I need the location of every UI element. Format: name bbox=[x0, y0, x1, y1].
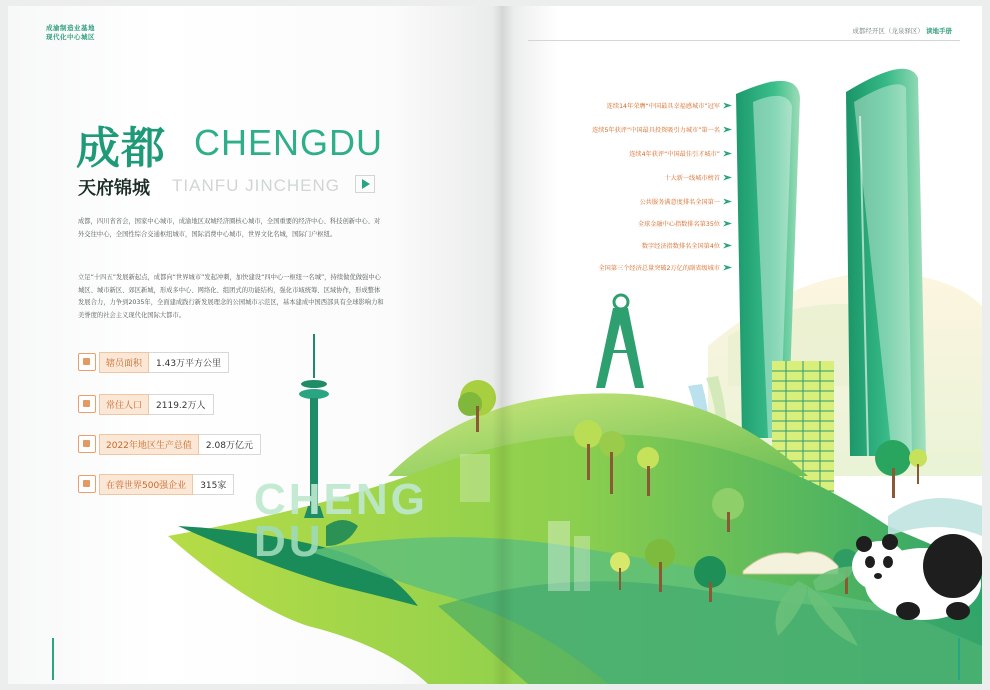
header-rule bbox=[528, 40, 960, 41]
chengdu-watermark-line2: DU bbox=[254, 517, 324, 566]
right-header-prefix: 成都经开区（龙泉驿区） bbox=[852, 27, 924, 35]
right-page-marker bbox=[954, 638, 964, 680]
honor-item bbox=[664, 173, 732, 182]
stat-label: 辖员面积 bbox=[99, 352, 149, 373]
left-header bbox=[46, 24, 95, 42]
honor-text: 连续14年荣膺“中国最具幸福感城市”冠军 bbox=[606, 103, 720, 110]
stat-value: 1.43万平方公里 bbox=[149, 352, 229, 373]
flag-icon bbox=[723, 103, 732, 109]
honor-text: 数字经济指数排名全国第4位 bbox=[641, 243, 720, 250]
title-english: CHENGDU bbox=[194, 122, 384, 163]
stat-population bbox=[78, 394, 214, 414]
title-chinese: 成都 bbox=[76, 123, 166, 174]
left-page-marker bbox=[48, 638, 58, 680]
flag-icon bbox=[723, 243, 732, 249]
flag-icon bbox=[723, 221, 732, 227]
flag-icon bbox=[723, 199, 732, 205]
brochure-spread bbox=[8, 6, 982, 684]
honor-item bbox=[629, 149, 732, 158]
honor-item bbox=[592, 125, 732, 134]
honor-text: 全国第三个经济总量突破2万亿的副省级城市 bbox=[598, 265, 720, 272]
stat-value: 2.08万亿元 bbox=[199, 434, 261, 455]
left-header-line2: 现代化中心城区 bbox=[46, 33, 95, 41]
intro-paragraph: 成都，四川省省会，国家中心城市，成渝地区双城经济圈核心城市，全国重要的经济中心、科技创新中心、对外交往中心，全国性综合交通枢纽城市，国际消费中心城市，世界文化名城，国际门户枢纽。 bbox=[78, 218, 381, 238]
flag-icon bbox=[723, 127, 732, 133]
honor-item bbox=[607, 101, 732, 110]
subtitle-chinese: 天府锦城 bbox=[78, 178, 150, 199]
right-header-title: 读地手册 bbox=[926, 27, 952, 35]
map-icon bbox=[78, 353, 96, 371]
stat-fortune500 bbox=[78, 474, 234, 494]
people-icon bbox=[78, 395, 96, 413]
stat-gdp bbox=[78, 434, 261, 454]
stat-label: 在蓉世界500强企业 bbox=[99, 474, 193, 495]
flag-icon bbox=[723, 175, 732, 181]
coin-icon bbox=[78, 435, 96, 453]
stat-label: 2022年地区生产总值 bbox=[99, 434, 199, 455]
honor-item bbox=[642, 241, 732, 250]
stat-value: 2119.2万人 bbox=[149, 394, 214, 415]
flag-icon bbox=[723, 265, 732, 271]
chengdu-watermark-line1: CHENG bbox=[254, 475, 428, 524]
building-icon bbox=[78, 475, 96, 493]
honor-item bbox=[640, 197, 732, 206]
play-arrow-icon bbox=[355, 175, 375, 193]
flag-icon bbox=[723, 151, 732, 157]
stat-area bbox=[78, 352, 229, 372]
right-header bbox=[852, 26, 952, 35]
honor-text: 连续4年获评“中国最佳引才城市” bbox=[629, 151, 720, 158]
stat-label: 常住人口 bbox=[99, 394, 149, 415]
honor-text: 公共服务满意度排名全国第一 bbox=[639, 199, 720, 206]
honor-item bbox=[599, 263, 733, 272]
left-header-line1: 成渝制造业基地 bbox=[46, 24, 95, 32]
stat-value: 315家 bbox=[193, 474, 234, 495]
honor-item bbox=[638, 219, 732, 228]
honor-text: 连续5年获评“中国最具投资吸引力城市”第一名 bbox=[592, 127, 720, 134]
honor-text: 十大新一线城市榜首 bbox=[664, 175, 720, 182]
vision-paragraph: 立足“十四五”发展新起点，成都向“世界城市”发起冲刺，加快建设“四中心一枢纽一名城”，持续做优做强中心城区、城市新区、郊区新城，形成多中心、网络化、组团式的功能结构，强化市域统筹、区域协作，形成整体发展合力，力争到2035年，全面建成践行新发展理念的公园城市示范区，基本建成中国西部具有全球影响力和美誉度的社会主义现代化国际大都市。 bbox=[78, 274, 384, 319]
subtitle-english: TIANFU JINCHENG bbox=[172, 176, 340, 195]
honor-text: 全球金融中心指数排名第35位 bbox=[637, 221, 720, 228]
honors-list bbox=[502, 101, 732, 281]
arch-landmark bbox=[596, 295, 644, 388]
